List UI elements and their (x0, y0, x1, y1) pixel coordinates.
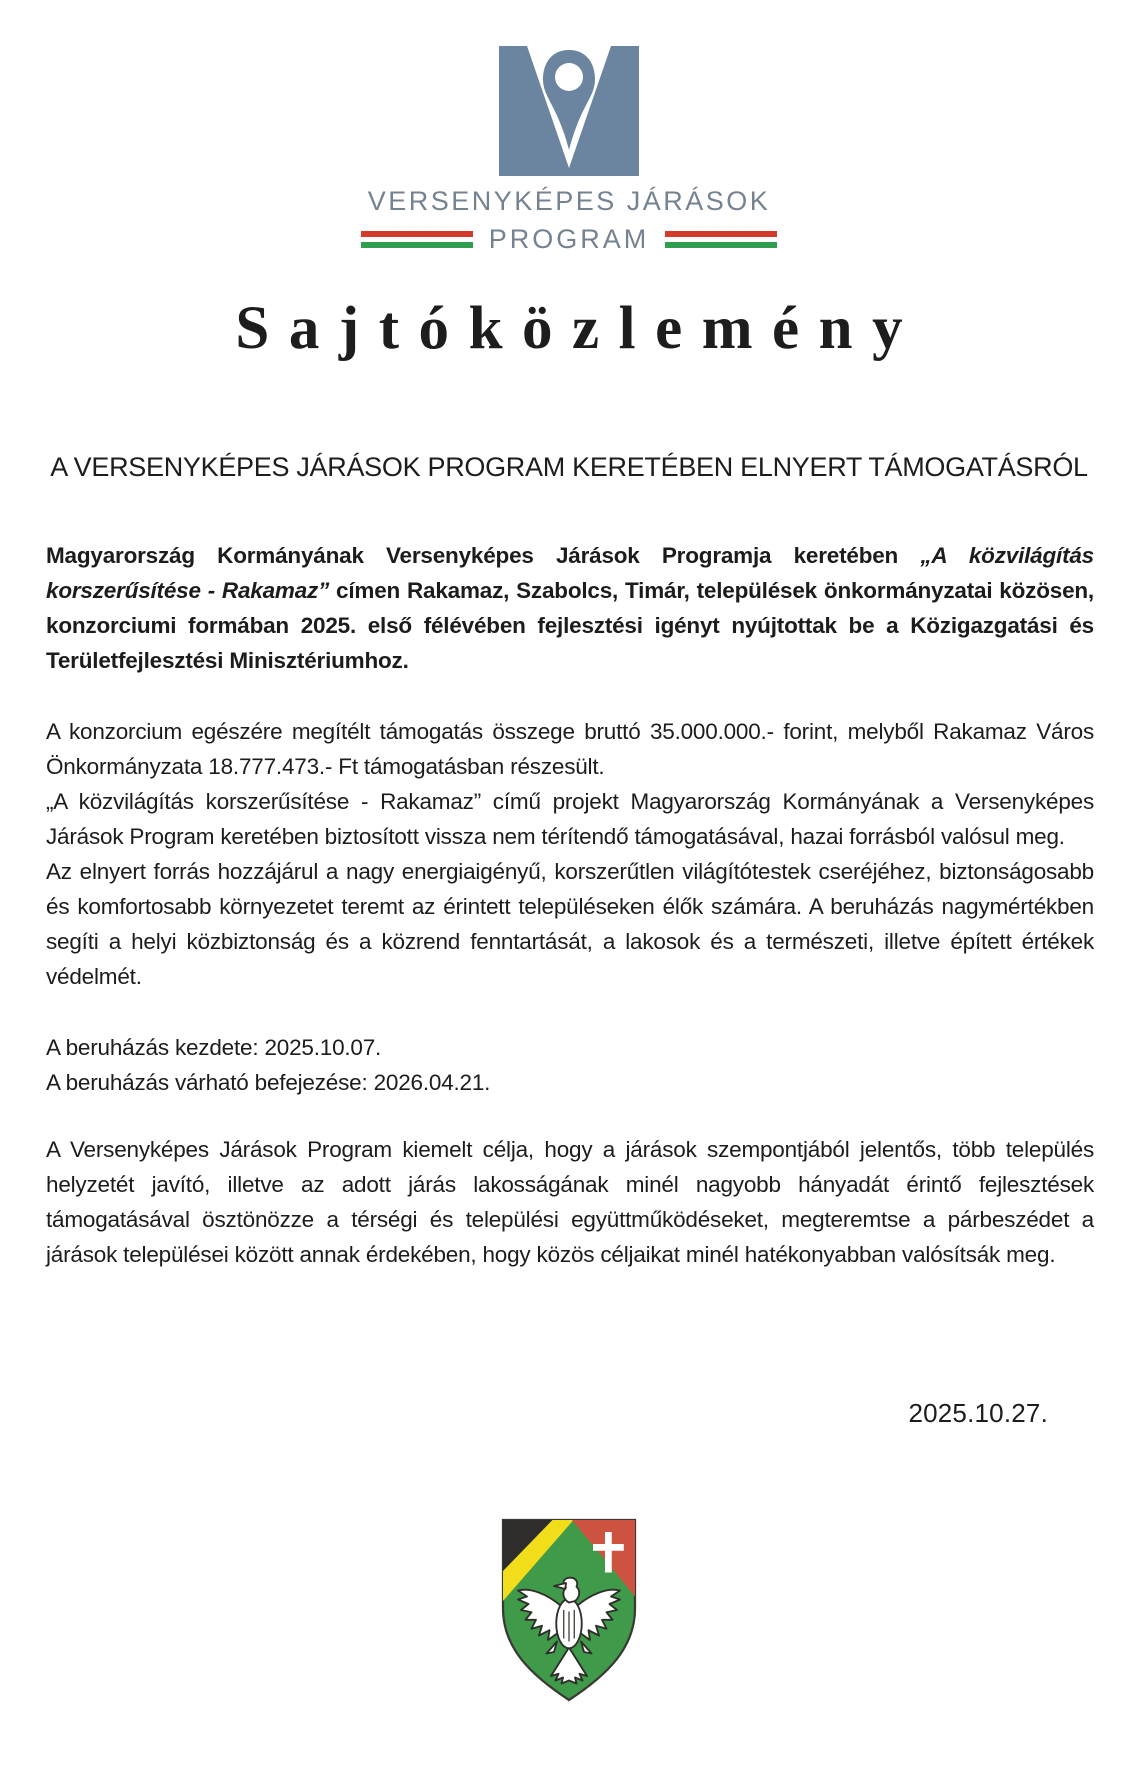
paragraph-group-dates (46, 1030, 1094, 1100)
paragraph-program-goal: A Versenyképes Járások Program kiemelt célja, hogy a járások szempontjából jelentős, több település helyzetét javító, illetve az adott járás lakosságának minél nagyobb hányadát érintő fejlesztések támogatásával ösztönözze a térségi és települési együttműködéseket, megteremtse a párbeszédet a járások települései között annak érdekében, hogy közös céljaikat minél hatékonyabban valósítsák meg. (46, 1137, 1094, 1267)
project-start-date: A beruházás kezdete: 2025.10.07. (46, 1035, 382, 1060)
paragraph-group-project (46, 784, 1094, 994)
hungarian-flag-bar-left (361, 231, 473, 248)
program-caption: VERSENYKÉPES JÁRÁSOK (367, 186, 771, 216)
body-text (46, 538, 1094, 1272)
flag-green-stripe (665, 242, 777, 248)
project-end-date: A beruházás várható befejezése: 2026.04.21. (46, 1070, 491, 1095)
flag-red-stripe (665, 231, 777, 237)
paragraph-lead (46, 538, 1094, 678)
lead-rest: címen Rakamaz, Szabolcs, Timár, települések önkormányzatai közösen, konzorciumi formában 2025. első félévében fejlesztési igényt nyújtottak be a Közigazgatási és Területfejlesztési Minisztériumhoz. (46, 578, 1094, 673)
program-label: PROGRAM (488, 224, 650, 254)
project-title-quote: „A közvilágítás korszerűsítése - Rakamaz” (46, 543, 1094, 603)
flag-green-stripe (361, 242, 473, 248)
paragraph-grant-amount: A konzorcium egészére megítélt támogatás összege bruttó 35.000.000.- forint, melyből Rakamaz Város Önkormányzata 18.777.473.- Ft támogatásban részesült. (46, 719, 1094, 779)
paragraph-project-funding: „A közvilágítás korszerűsítése - Rakamaz” című projekt Magyarország Kormányának a Versenyképes Járások Program keretében biztosított vissza nem térítendő támogatásával, hazai forrásból valósul meg. (46, 789, 1094, 849)
paragraph-project-benefits: Az elnyert forrás hozzájárul a nagy energiaigényű, korszerűtlen világítótestek cseréjéhez, biztonságosabb és komfortosabb környezetet teremt az érintett településeken élők számára. A beruházás nagymértékben segíti a helyi közbiztonság és a közrend fenntartását, a lakosok és a természeti, illetve épített értékek védelmét. (46, 859, 1094, 989)
hungarian-flag-bar-right (665, 231, 777, 248)
release-date: 2025.10.27. (908, 1398, 1048, 1428)
program-label-row (0, 224, 1138, 255)
page-subtitle: A VERSENYKÉPES JÁRÁSOK PROGRAM KERETÉBEN ELNYERT TÁMOGATÁSRÓL (50, 452, 1088, 482)
program-pin-icon (499, 46, 639, 176)
lead-intro: Magyarország Kormányának Versenyképes Járások Programja keretében (46, 543, 921, 568)
page-title: Sajtóközlemény (235, 295, 923, 362)
flag-red-stripe (361, 231, 473, 237)
rakamaz-coat-of-arms (494, 1512, 644, 1708)
